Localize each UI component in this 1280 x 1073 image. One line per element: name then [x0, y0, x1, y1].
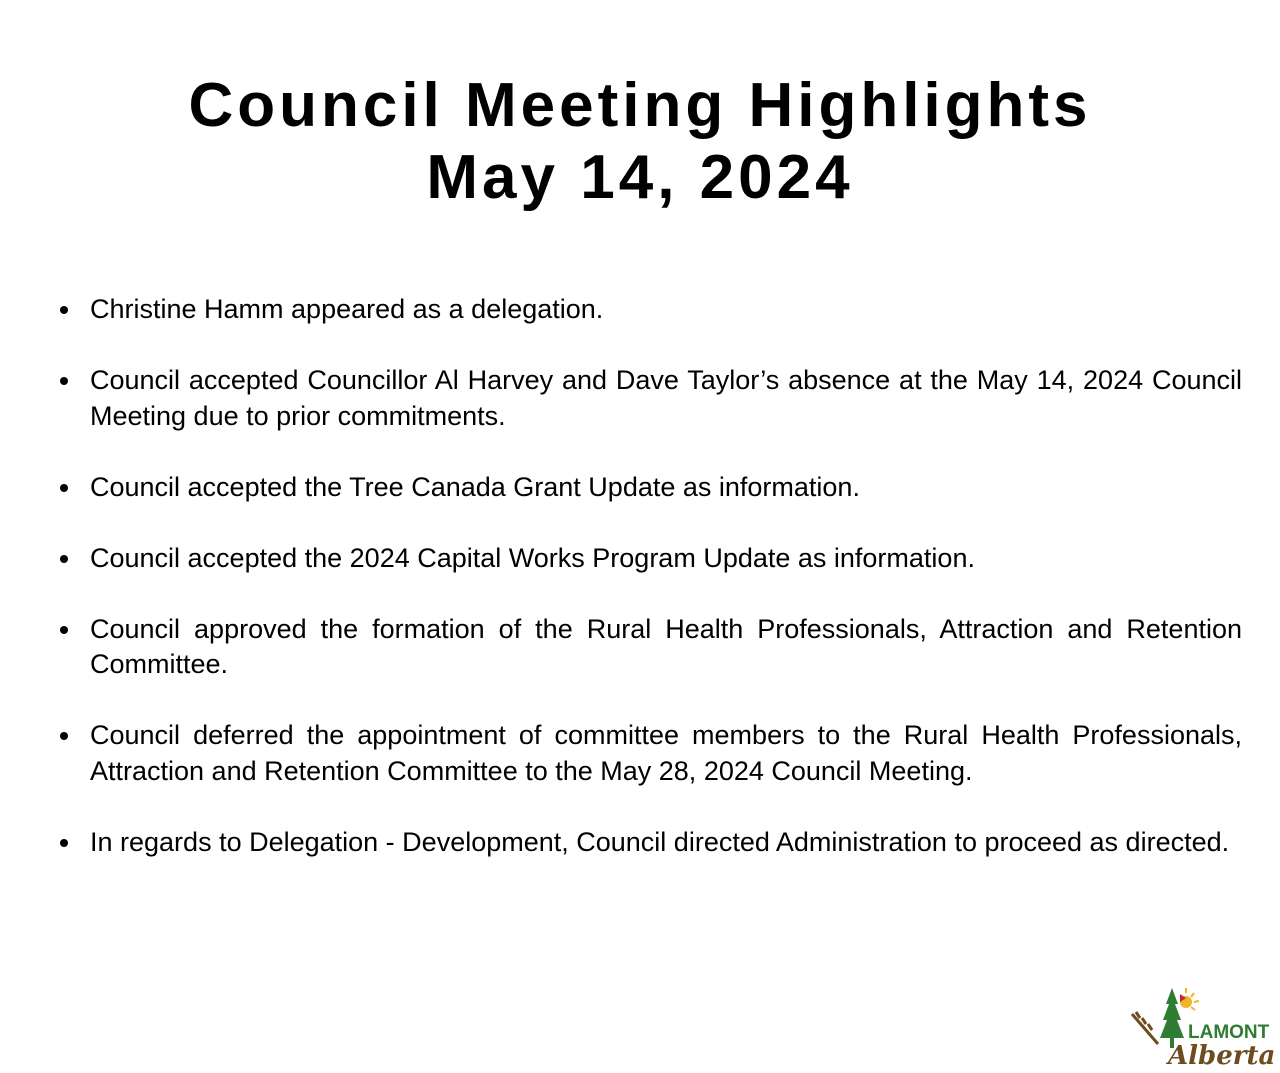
bullet-icon: [60, 484, 68, 492]
page-title: [0, 70, 1280, 214]
title-line-1: Council Meeting Highlights: [188, 71, 1092, 140]
logo-alberta-text: Alberta: [1168, 1041, 1276, 1070]
list-item: [58, 292, 1242, 328]
title-line-2: May 14, 2024: [426, 143, 854, 212]
list-item: [58, 718, 1242, 789]
bullet-icon: [60, 626, 68, 634]
list-item-text: Council accepted Councillor Al Harvey and Dave Taylor’s absence at the May 14, 2024 Council Meeting due to prior commitments.: [90, 365, 1242, 431]
list-item: [58, 363, 1242, 434]
wheat-icon: [1132, 1012, 1158, 1044]
bullet-icon: [60, 732, 68, 740]
bullet-icon: [60, 555, 68, 563]
list-item: [58, 612, 1242, 683]
list-item-text: Council accepted the Tree Canada Grant Update as information.: [90, 471, 860, 502]
list-item: [58, 470, 1242, 506]
list-item-text: In regards to Delegation - Development, Council directed Administration to proceed as directed.: [90, 826, 1230, 857]
list-item: [58, 825, 1242, 861]
logo-lamont-text: LAMONT: [1188, 1022, 1270, 1043]
list-item-text: Christine Hamm appeared as a delegation.: [90, 294, 604, 324]
highlights-list: [58, 292, 1242, 896]
list-item: [58, 541, 1242, 577]
lamont-alberta-logo: [1128, 984, 1278, 1070]
bullet-icon: [60, 306, 68, 314]
list-item-text: Council accepted the 2024 Capital Works Program Update as information.: [90, 542, 975, 573]
bullet-icon: [60, 839, 68, 847]
list-item-text: Council approved the formation of the Rural Health Professionals, Attraction and Retention Committee.: [90, 613, 1242, 679]
bullet-icon: [60, 377, 68, 385]
list-item-text: Council deferred the appointment of committee members to the Rural Health Professionals, Attraction and Retention Committee to the May 28, 2024 Council Meeting.: [90, 720, 1242, 786]
